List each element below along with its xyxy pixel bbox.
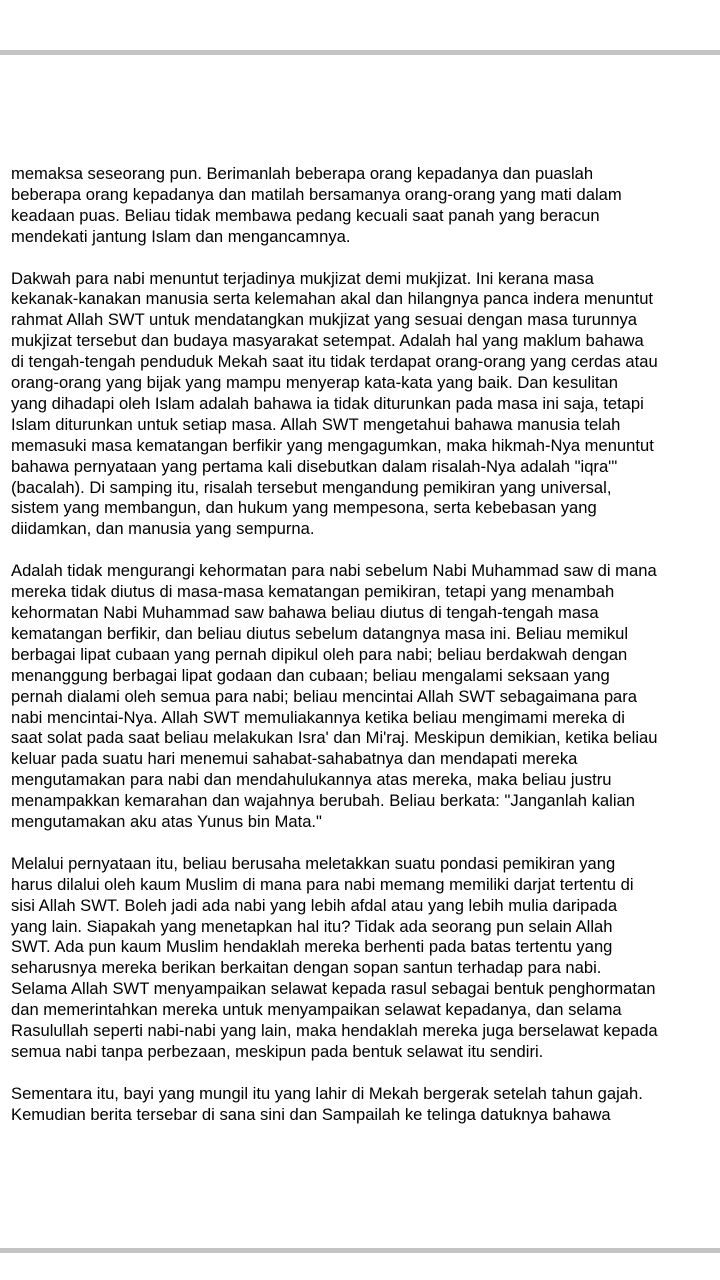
text-line: semua nabi tanpa perbezaan, meskipun pada bentuk selawat itu sendiri. xyxy=(11,1042,544,1062)
text-line: mukjizat tersebut dan budaya masyarakat setempat. Adalah hal yang maklum bahawa xyxy=(11,331,644,351)
document-text[interactable] xyxy=(11,164,715,1147)
text-line: nabi mencintai-Nya. Allah SWT memuliakannya ketika beliau mengimami mereka di xyxy=(11,707,625,727)
text-line: memaksa seseorang pun. Berimanlah beberapa orang kepadanya dan puaslah xyxy=(11,164,594,183)
text-line: rahmat Allah SWT untuk mendatangkan mukjizat yang sesuai dengan masa turunnya xyxy=(11,310,638,330)
paragraph-1 xyxy=(11,164,715,248)
text-line: Selama Allah SWT menyampaikan selawat kepada rasul sebagai bentuk penghormatan xyxy=(11,979,656,999)
text-line: orang-orang yang bijak yang mampu menyerap kata-kata yang baik. Dan kesulitan xyxy=(11,373,618,393)
text-line: keluar pada suatu hari menemui sahabat-sahabatnya dan mendapati mereka xyxy=(11,749,578,769)
text-line: sisi Allah SWT. Boleh jadi ada nabi yang lebih afdal atau yang lebih mulia daripada xyxy=(11,895,618,915)
text-line: mendekati jantung Islam dan mengancamnya. xyxy=(11,226,351,246)
text-line: dan memerintahkan mereka untuk menyampaikan selawat kepadanya, dan selama xyxy=(11,1000,622,1020)
text-line: kehormatan Nabi Muhammad saw bahawa beliau diutus di tengah-tengah masa xyxy=(11,603,599,622)
bottom-divider xyxy=(0,1248,720,1253)
text-line: mengutamakan aku atas Yunus bin Mata." xyxy=(11,812,322,832)
text-line: di tengah-tengah penduduk Mekah saat itu tidak terdapat orang-orang yang cerdas atau xyxy=(11,352,658,372)
text-line: pernah dialami oleh semua para nabi; beliau mencintai Allah SWT sebagaimana para xyxy=(11,686,638,706)
text-line: mereka tidak diutus di masa-masa kematangan pemikiran, tetapi yang menambah xyxy=(11,582,615,602)
text-line: sistem yang membangun, dan hukum yang mempesona, serta kebebasan yang xyxy=(11,498,597,518)
text-line: memasuki masa kematangan berfikir yang mengagumkan, maka hikmah-Nya menuntut xyxy=(11,435,654,455)
text-line: Dakwah para nabi menuntut terjadinya mukjizat demi mukjizat. Ini kerana masa xyxy=(11,268,594,288)
text-line: Adalah tidak mengurangi kehormatan para nabi sebelum Nabi Muhammad saw di mana xyxy=(11,561,657,581)
paragraph-2 xyxy=(11,269,715,541)
text-line: berbagai lipat cubaan yang pernah dipikul oleh para nabi; beliau berdakwah dengan xyxy=(11,644,628,664)
text-line: SWT. Ada pun kaum Muslim hendaklah mereka berhenti pada batas tertentu yang xyxy=(11,937,613,957)
text-line: bahawa pernyataan yang pertama kali disebutkan dalam risalah-Nya adalah "iqra'" xyxy=(11,456,618,476)
text-line: beberapa orang kepadanya dan matilah bersamanya orang-orang yang mati dalam xyxy=(11,184,622,204)
paragraph-4 xyxy=(11,854,715,1063)
text-line: yang dihadapi oleh Islam adalah bahawa ia tidak diturunkan pada masa ini saja, tetapi xyxy=(11,393,644,413)
text-line: seharusnya mereka berikan berkaitan dengan sopan santun terhadap para nabi. xyxy=(11,958,602,978)
text-line: yang lain. Siapakah yang menetapkan hal itu? Tidak ada seorang pun selain Allah xyxy=(11,916,613,936)
text-line: keadaan puas. Beliau tidak membawa pedang kecuali saat panah yang beracun xyxy=(11,205,600,225)
text-line: kematangan berfikir, dan beliau diutus sebelum datangnya masa ini. Beliau memikul xyxy=(11,623,629,643)
text-line: menanggung berbagai lipat godaan dan cubaan; beliau mengalami seksaan yang xyxy=(11,665,610,685)
top-divider xyxy=(0,50,720,55)
text-line: Rasulullah seperti nabi-nabi yang lain, maka hendaklah mereka juga berselawat kepada xyxy=(11,1021,658,1041)
text-line: harus dilalui oleh kaum Muslim di mana para nabi memang memiliki darjat tertentu di xyxy=(11,874,634,894)
text-line: menampakkan kemarahan dan wajahnya berubah. Beliau berkata: "Janganlah kalian xyxy=(11,791,635,811)
text-line: Melalui pernyataan itu, beliau berusaha meletakkan suatu pondasi pemikiran yang xyxy=(11,853,616,873)
text-line: kekanak-kanakan manusia serta kelemahan akal dan hilangnya panca indera menuntut xyxy=(11,289,654,309)
text-line: Sementara itu, bayi yang mungil itu yang lahir di Mekah bergerak setelah tahun gajah. xyxy=(11,1083,643,1103)
text-line: mengutamakan para nabi dan mendahulukannya atas mereka, maka beliau justru xyxy=(11,770,612,790)
paragraph-5 xyxy=(11,1084,715,1126)
text-line: Islam diturunkan untuk setiap masa. Allah SWT mengetahui bahawa manusia telah xyxy=(11,414,621,434)
text-line: Kemudian berita tersebar di sana sini dan Sampailah ke telinga datuknya bahawa xyxy=(11,1104,611,1124)
text-line: (bacalah). Di samping itu, risalah tersebut mengandung pemikiran yang universal, xyxy=(11,477,612,497)
text-line: saat solat pada saat beliau melakukan Isra' dan Mi'raj. Meskipun demikian, ketika beliau xyxy=(11,728,658,748)
paragraph-3 xyxy=(11,561,715,833)
text-line: diidamkan, dan manusia yang sempurna. xyxy=(11,519,315,539)
